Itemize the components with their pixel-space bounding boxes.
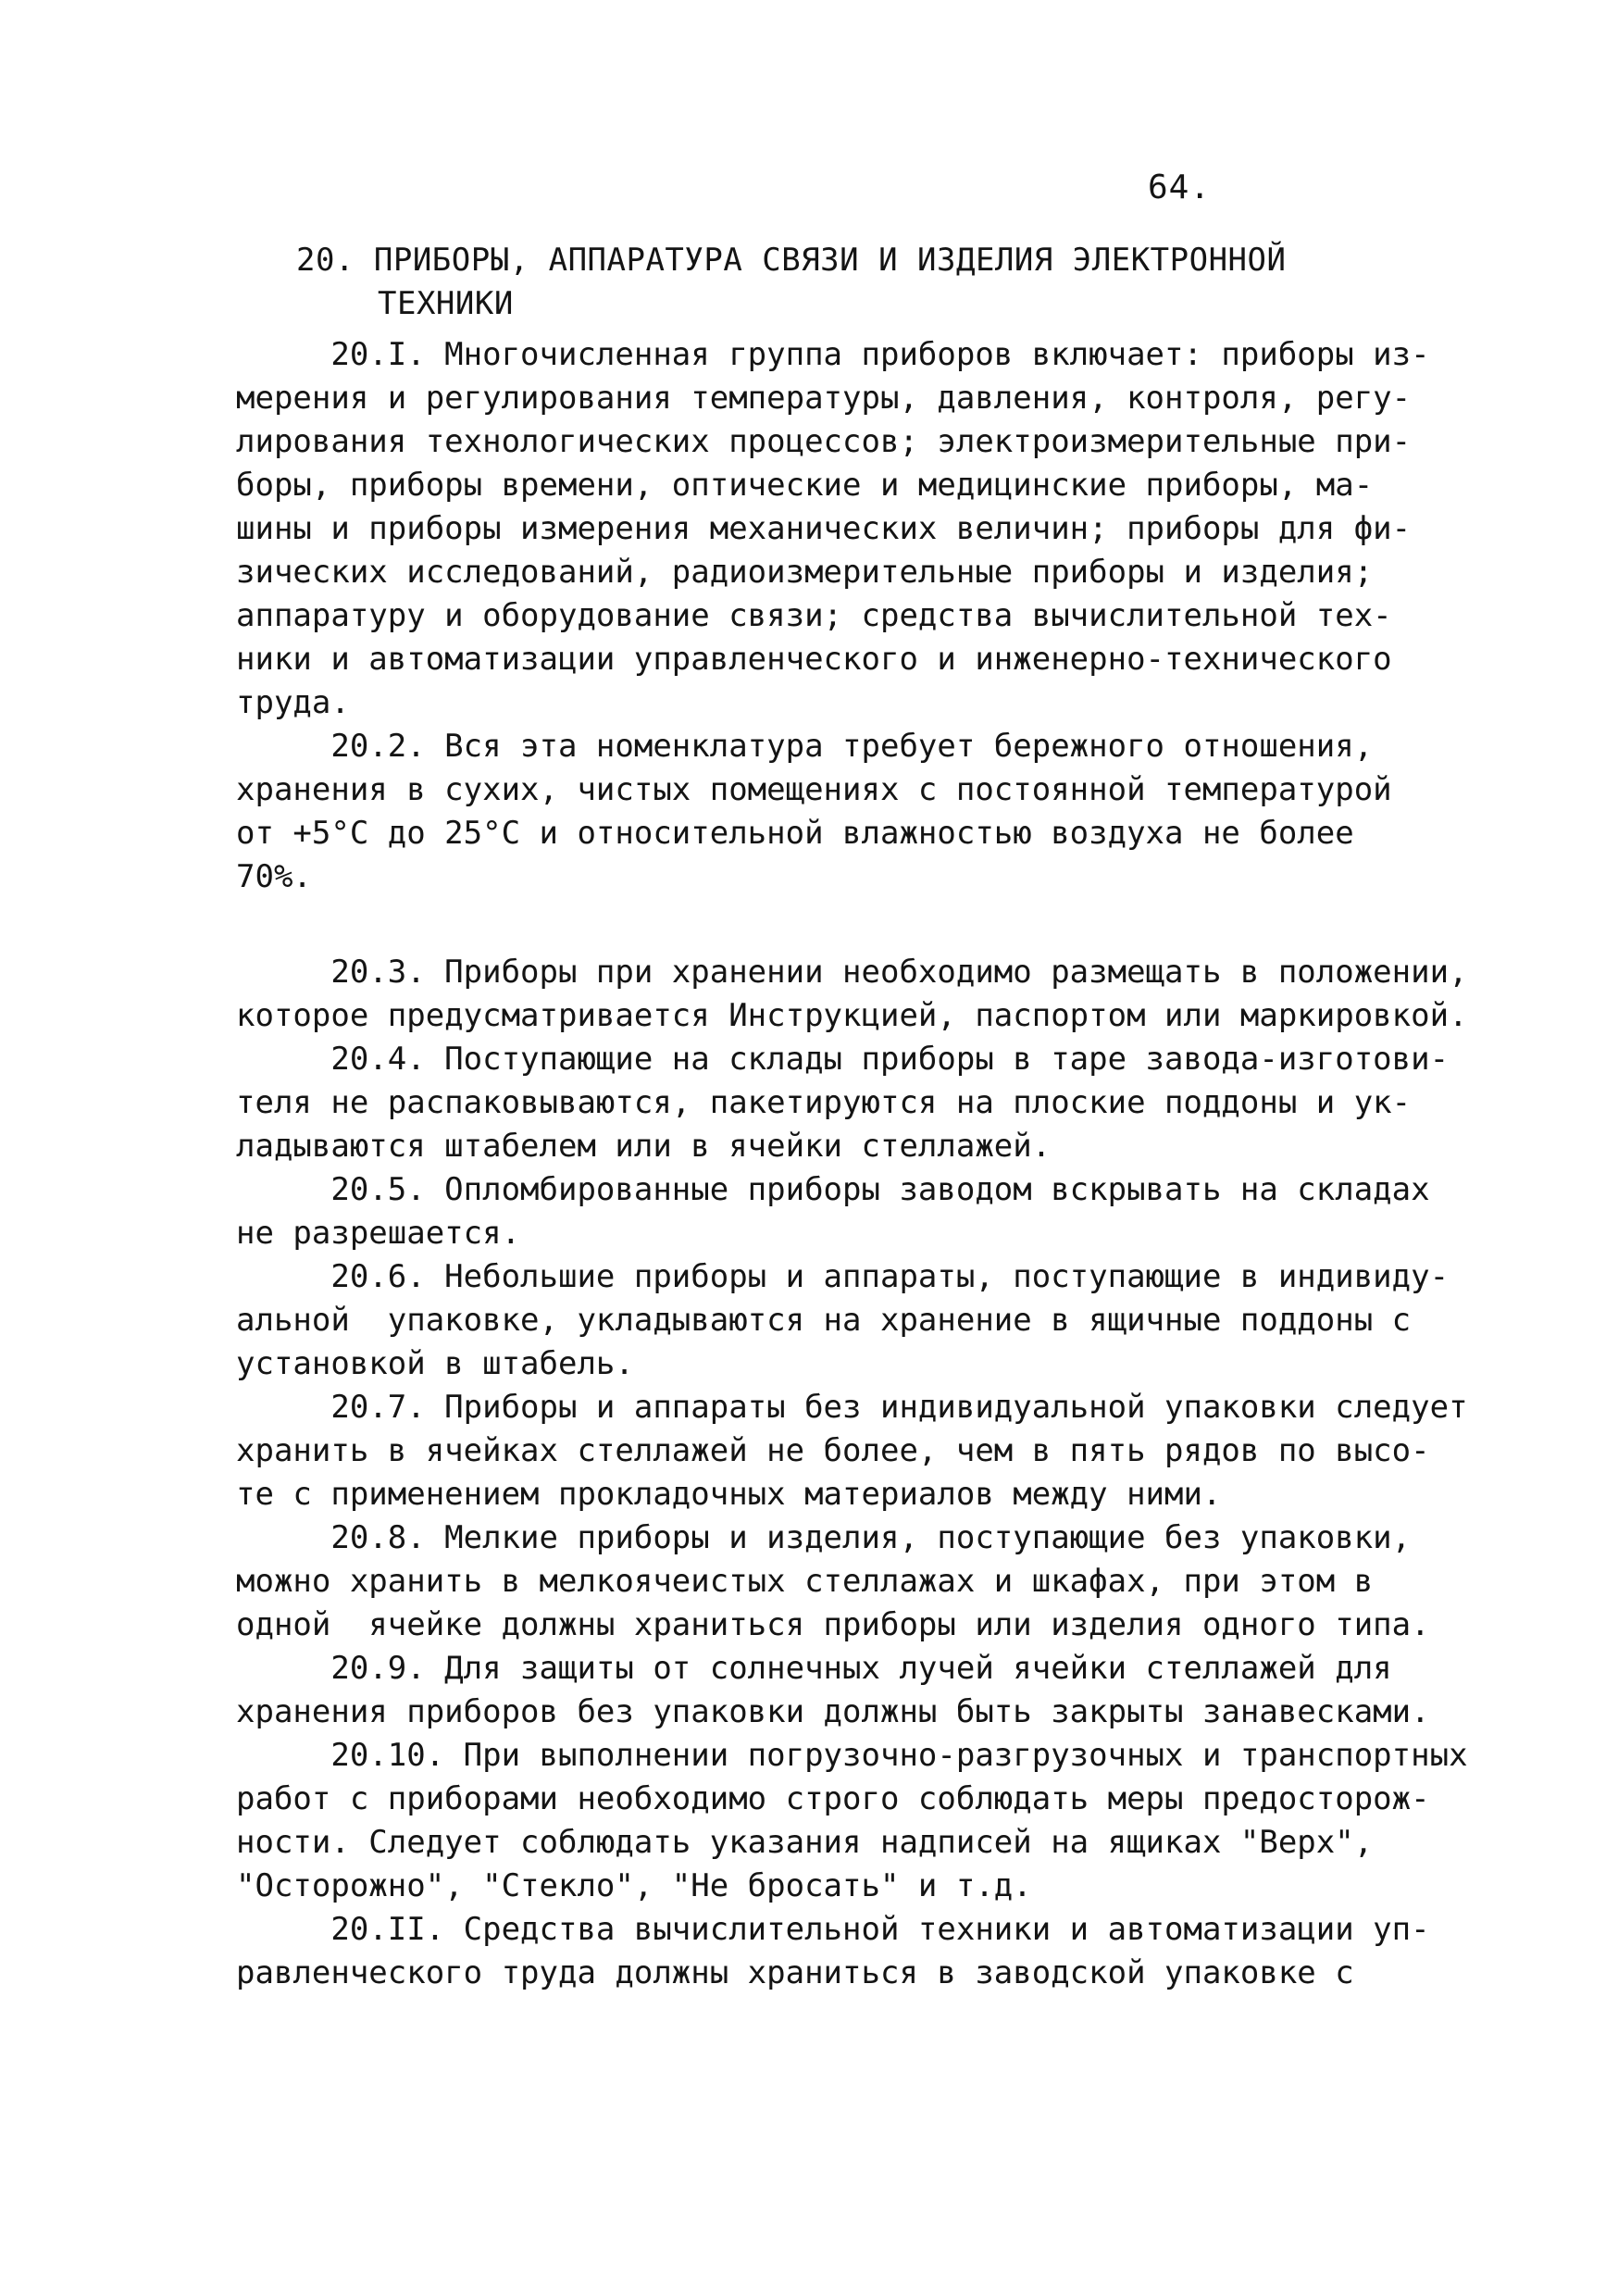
paragraph-20-7 <box>236 1386 1468 1516</box>
text-line: 20.5. Опломбированные приборы заводом вскрывать на складах <box>236 1171 1430 1208</box>
paragraph-20-11 <box>236 1908 1430 1995</box>
paragraph-20-9 <box>236 1647 1430 1734</box>
text-line: которое предусматривается Инструкцией, паспортом или маркировкой. <box>236 997 1468 1034</box>
text-line: альной упаковке, укладываются на хранение в ящичные поддоны с <box>236 1302 1412 1339</box>
text-line: 20.6. Небольшие приборы и аппараты, поступающие в индивиду- <box>236 1258 1450 1295</box>
text-line: 20.II. Средства вычислительной техники и автоматизации уп- <box>236 1911 1430 1948</box>
paragraph-20-8 <box>236 1516 1430 1647</box>
text-line: шины и приборы измерения механических величин; приборы для фи- <box>236 510 1412 547</box>
text-line: мерения и регулирования температуры, давления, контроля, регу- <box>236 380 1412 417</box>
text-line: работ с приборами необходимо строго соблюдать меры предосторож- <box>236 1780 1430 1817</box>
text-line: 20.I. Многочисленная группа приборов включает: приборы из- <box>236 336 1430 373</box>
text-line: ладываются штабелем или в ячейки стеллажей. <box>236 1128 1052 1165</box>
text-line: лирования технологических процессов; электроизмерительные при- <box>236 423 1412 460</box>
text-line: равленческого труда должны храниться в заводской упаковке с <box>236 1954 1354 1991</box>
text-line: 20.9. Для защиты от солнечных лучей ячейки стеллажей для <box>236 1650 1392 1687</box>
section-heading-line-1: 20. ПРИБОРЫ, АППАРАТУРА СВЯЗИ И ИЗДЕЛИЯ ЭЛЕКТРОННОЙ <box>296 242 1287 279</box>
text-line: 20.4. Поступающие на склады приборы в таре завода-изготови- <box>236 1041 1450 1078</box>
section-heading-line-2: ТЕХНИКИ <box>378 285 514 322</box>
text-line: хранения в сухих, чистых помещениях с постоянной температурой <box>236 771 1392 808</box>
paragraph-20-5 <box>236 1168 1430 1255</box>
text-line: теля не распаковываются, пакетируются на плоские поддоны и ук- <box>236 1084 1412 1121</box>
text-line: боры, приборы времени, оптические и медицинские приборы, ма- <box>236 467 1374 504</box>
section-heading <box>296 239 1351 326</box>
paragraph-20-4 <box>236 1038 1450 1168</box>
text-line: ности. Следует соблюдать указания надписей на ящиках "Верх", <box>236 1824 1374 1861</box>
text-line: можно хранить в мелкоячеистых стеллажах и шкафах, при этом в <box>236 1563 1374 1600</box>
text-line: те с применением прокладочных материалов между ними. <box>236 1476 1222 1513</box>
paragraph-gap <box>236 899 1398 951</box>
paragraph-20-3 <box>236 951 1468 1038</box>
text-line: 70%. <box>236 858 312 895</box>
text-line: хранить в ячейках стеллажей не более, чем в пять рядов по высо- <box>236 1432 1430 1469</box>
text-line: зических исследований, радиоизмерительные приборы и изделия; <box>236 554 1374 591</box>
text-line: ники и автоматизации управленческого и инженерно-технического <box>236 641 1392 678</box>
paragraph-20-6 <box>236 1255 1450 1386</box>
text-line: 20.3. Приборы при хранении необходимо размещать в положении, <box>236 954 1468 991</box>
text-line: хранения приборов без упаковки должны быть закрыты занавесками. <box>236 1693 1430 1730</box>
body-text <box>236 333 1468 1995</box>
text-line: труда. <box>236 684 350 721</box>
text-line: одной ячейке должны храниться приборы или изделия одного типа. <box>236 1606 1430 1643</box>
page-number: 64. <box>1148 168 1212 206</box>
paragraph-20-1 <box>236 333 1430 725</box>
text-line: "Осторожно", "Стекло", "Не бросать" и т.д. <box>236 1867 1032 1904</box>
text-line: от +5°С до 25°С и относительной влажностью воздуха не более <box>236 815 1354 852</box>
text-line: 20.2. Вся эта номенклатура требует бережного отношения, <box>236 728 1374 765</box>
text-line: не разрешается. <box>236 1215 521 1252</box>
text-line: 20.10. При выполнении погрузочно-разгрузочных и транспортных <box>236 1737 1468 1774</box>
paragraph-20-10 <box>236 1734 1468 1908</box>
paragraph-20-2 <box>236 725 1398 899</box>
text-line: аппаратуру и оборудование связи; средства вычислительной тех- <box>236 597 1392 634</box>
text-line: 20.8. Мелкие приборы и изделия, поступающие без упаковки, <box>236 1519 1412 1556</box>
text-line: установкой в штабель. <box>236 1345 634 1382</box>
text-line: 20.7. Приборы и аппараты без индивидуальной упаковки следует <box>236 1389 1468 1426</box>
